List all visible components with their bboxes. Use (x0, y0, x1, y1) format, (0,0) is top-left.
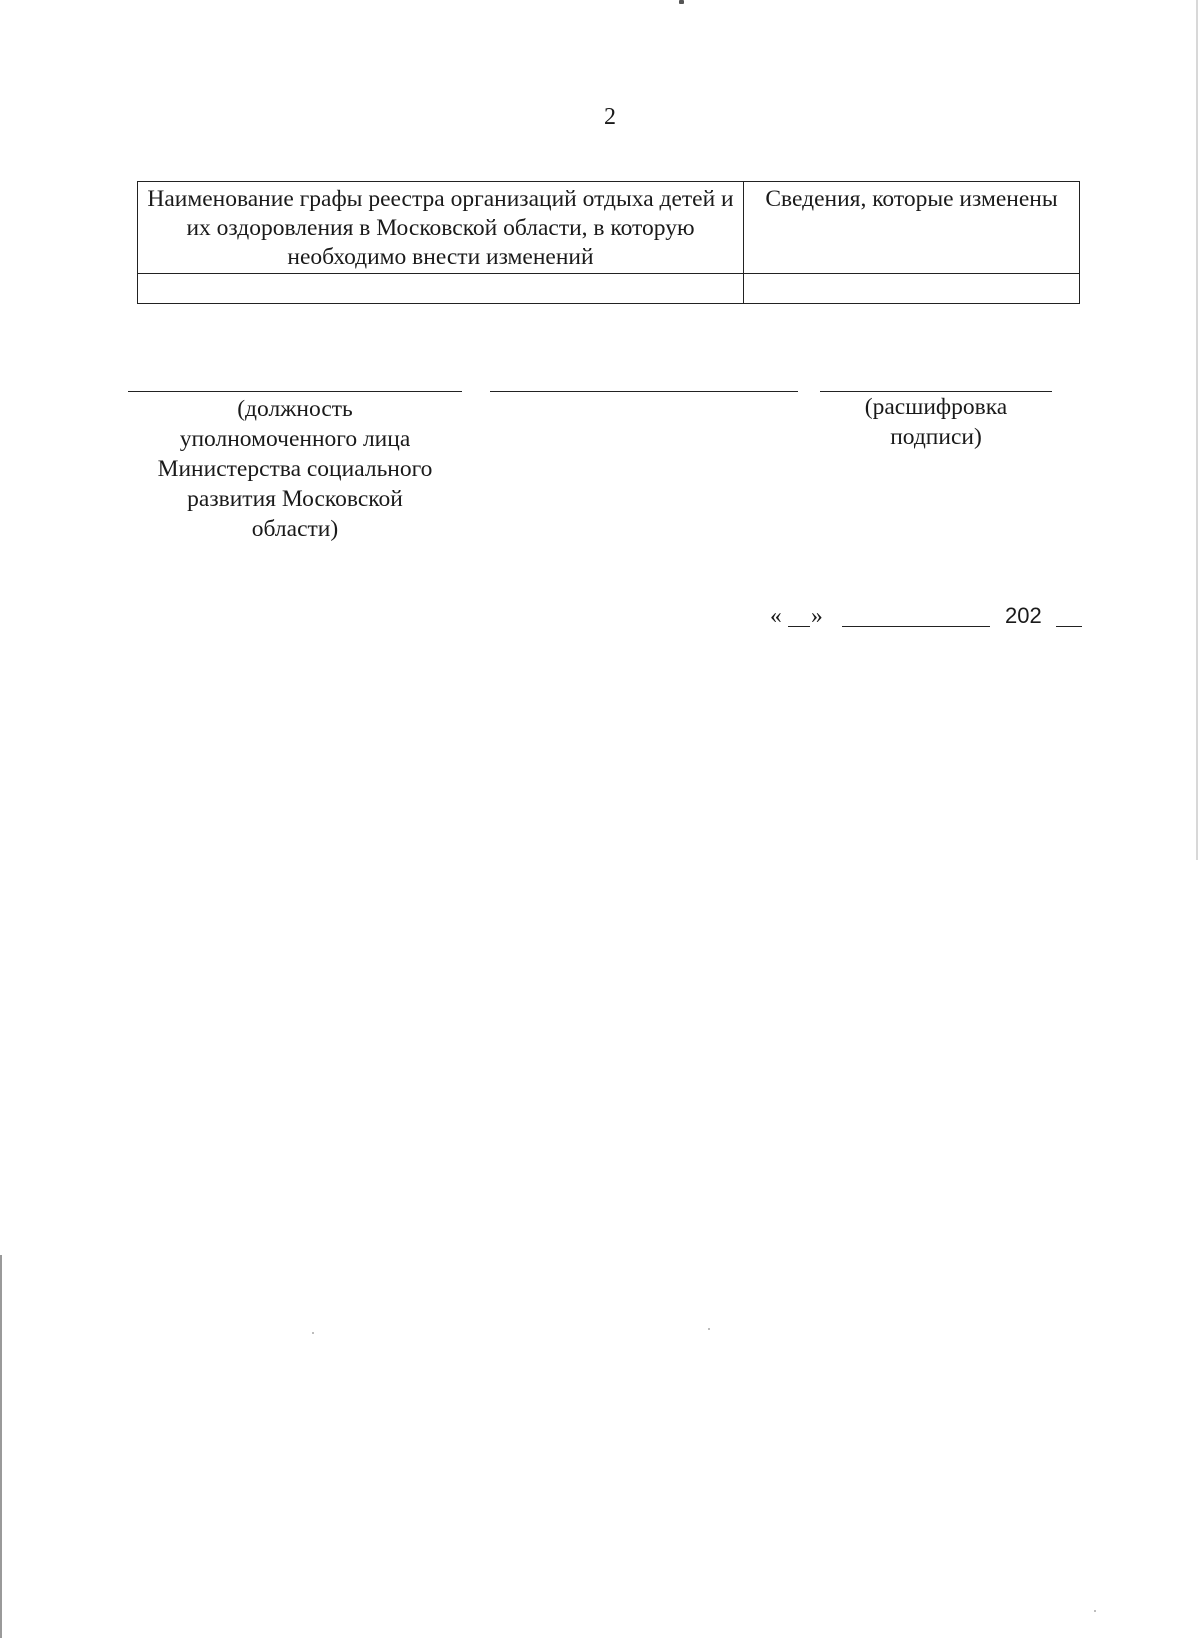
position-caption-line: Министерства социального (157, 456, 433, 482)
decoding-caption-line: подписи) (890, 424, 982, 450)
position-line (128, 391, 462, 392)
table-cell[interactable] (744, 274, 1080, 304)
table-header-row (138, 182, 1080, 274)
scan-edge-left (0, 1255, 2, 1638)
date-line (770, 600, 1084, 632)
decoding-caption (820, 392, 1052, 452)
date-close-quote: » (811, 603, 823, 629)
scan-speck (1094, 1610, 1096, 1612)
position-caption-line: области) (251, 516, 339, 542)
signature-line (490, 391, 798, 392)
year-blank[interactable] (1056, 600, 1082, 627)
scan-speck (708, 1328, 710, 1330)
header-changed-info: Сведения, которые изменены (744, 182, 1080, 274)
day-blank[interactable] (788, 600, 810, 627)
scan-speck (312, 1332, 314, 1334)
position-caption (128, 394, 462, 544)
position-caption-line: (должность (237, 396, 353, 422)
scan-mark (679, 0, 684, 4)
table-cell[interactable] (138, 274, 744, 304)
date-open-quote: « (770, 603, 782, 629)
position-caption-line: развития Московской (187, 486, 403, 512)
table-row (138, 274, 1080, 304)
page-number: 2 (604, 104, 616, 130)
year-prefix: 202 (1005, 603, 1042, 628)
changes-table (137, 181, 1080, 304)
month-blank[interactable] (842, 600, 990, 627)
scan-edge-right (1196, 0, 1198, 860)
position-caption-line: уполномоченного лица (179, 426, 411, 452)
header-register-column: Наименование графы реестра организаций отдыха детей и их оздоровления в Московской области, в которую необходимо внести изменений (138, 182, 744, 274)
decoding-caption-line: (расшифровка (864, 394, 1008, 420)
